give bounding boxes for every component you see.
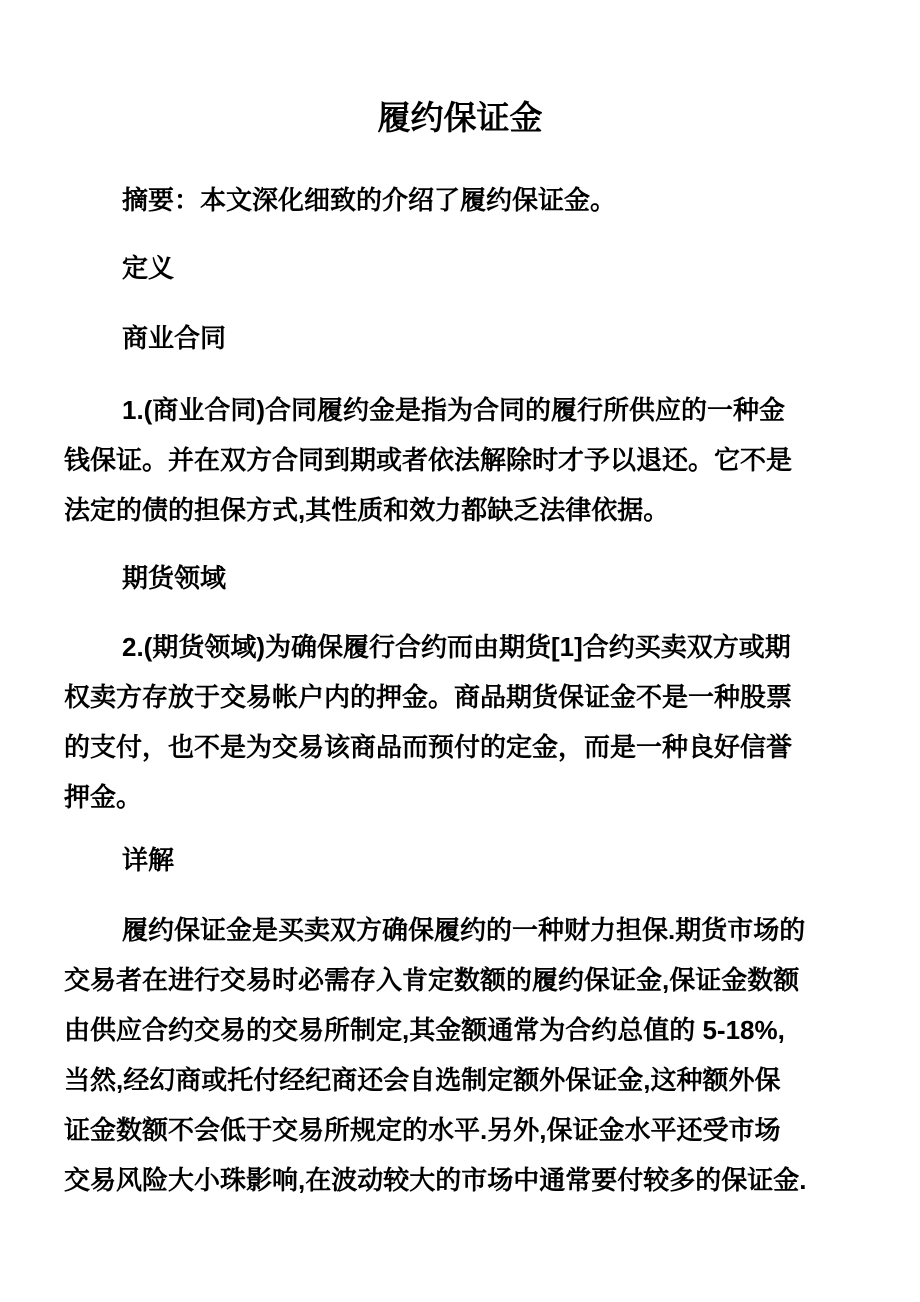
paragraph-detail: [64, 905, 864, 1205]
paragraph-line: 交易者在进行交易时必需存入肯定数额的履约保证金,保证金数额: [64, 965, 800, 995]
heading-commercial-contract: [64, 313, 864, 363]
paragraph-line: 法定的债的担保方式,其性质和效力都缺乏法律依据。: [64, 495, 670, 525]
paragraph-line: 1.(商业合同)合同履约金是指为合同的履行所供应的一种金: [122, 395, 786, 425]
paragraph-commercial: [64, 385, 864, 535]
paragraph-line: 押金。: [64, 782, 143, 812]
paragraph-line: 钱保证。并在双方合同到期或者依法解除时才予以退还。它不是: [64, 445, 793, 475]
paragraph-line: 的支付，也不是为交易该商品而预付的定金，而是一种良好信誉: [64, 732, 793, 762]
heading-text: 定义: [122, 253, 175, 283]
heading-text: 详解: [122, 845, 175, 875]
abstract: [64, 175, 864, 225]
paragraph-line: 当然,经幻商或托付经纪商还会自选制定额外保证金,这种额外保: [64, 1065, 781, 1095]
paragraph-line: 权卖方存放于交易帐户内的押金。商品期货保证金不是一种股票: [64, 682, 793, 712]
heading-text: 期货领域: [122, 563, 227, 593]
heading-text: 商业合同: [122, 323, 227, 353]
heading-detail: [64, 835, 864, 885]
heading-definition: [64, 243, 864, 293]
heading-futures: [64, 553, 864, 603]
paragraph-futures: [64, 622, 864, 822]
paragraph-line: 交易风险大小珠影响,在波动较大的市场中通常要付较多的保证金.: [64, 1165, 807, 1195]
paragraph-line: 2.(期货领域)为确保履行合约而由期货[1]合约买卖双方或期: [122, 632, 791, 662]
document-title: 履约保证金: [377, 99, 543, 136]
paragraph-line: 由供应合约交易的交易所制定,其金额通常为合约总值的 5-18%,: [64, 1015, 785, 1045]
paragraph-line: 证金数额不会低于交易所规定的水平.另外,保证金水平还受市场: [64, 1115, 781, 1145]
abstract-text: 摘要：本文深化细致的介绍了履约保证金。: [122, 185, 617, 215]
paragraph-line: 履约保证金是买卖双方确保履约的一种财力担保.期货市场的: [122, 915, 806, 945]
